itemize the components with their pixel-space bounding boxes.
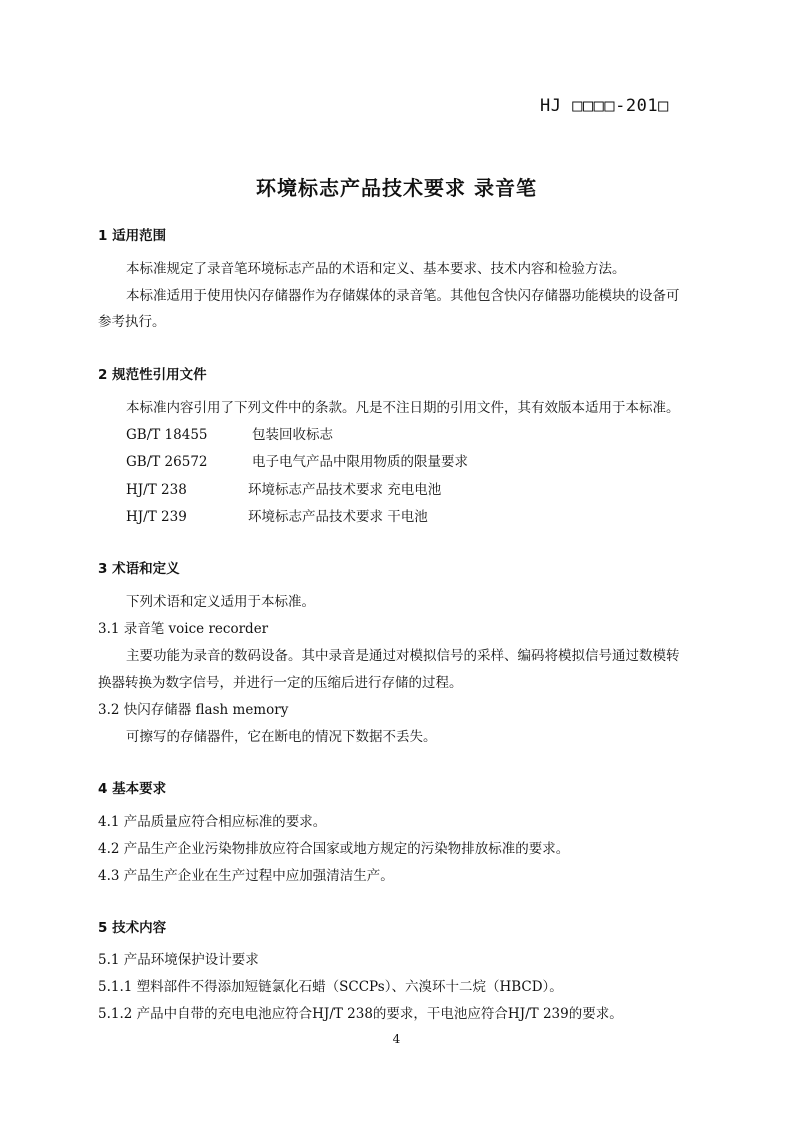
page-number: 4	[392, 1032, 401, 1046]
section-2-intro: 本标准内容引用了下列文件中的条款。凡是不注日期的引用文件，其有效版本适用于本标准。	[126, 400, 680, 416]
term-3-2-definition: 可擦写的存储器件，它在断电的情况下数据不丢失。	[126, 729, 437, 745]
subsection-5-1-heading: 5.1 产品环境保护设计要求	[98, 952, 259, 968]
reference-code: GB/T 18455	[126, 427, 208, 443]
reference-title: 环境标志产品技术要求 充电电池	[248, 482, 442, 498]
term-3-2-heading: 3.2 快闪存储器 flash memory	[98, 702, 289, 718]
term-3-1-definition-line-1: 主要功能为录音的数码设备。其中录音是通过对模拟信号的采样、编码将模拟信号通过数模转	[126, 648, 680, 664]
section-3-heading: 3 术语和定义	[98, 561, 180, 577]
section-1-heading: 1 适用范围	[98, 228, 167, 244]
section-2-heading: 2 规范性引用文件	[98, 367, 207, 383]
section-1-paragraph-1: 本标准规定了录音笔环境标志产品的术语和定义、基本要求、技术内容和检验方法。	[126, 261, 626, 277]
reference-title: 包装回收标志	[252, 427, 333, 443]
technical-item: 5.1.1 塑料部件不得添加短链氯化石蜡（SCCPs）、六溴环十二烷（HBCD）。	[98, 979, 563, 995]
reference-code: GB/T 26572	[126, 454, 208, 470]
document-title: 环境标志产品技术要求 录音笔	[256, 176, 537, 200]
section-3-intro: 下列术语和定义适用于本标准。	[126, 594, 315, 610]
section-1-paragraph-2-line-2: 参考执行。	[98, 314, 166, 330]
standard-number: HJ □□□□-201□	[540, 96, 669, 116]
reference-title: 环境标志产品技术要求 干电池	[248, 509, 428, 525]
term-3-1-definition-line-2: 换器转换为数字信号，并进行一定的压缩后进行存储的过程。	[98, 675, 463, 691]
reference-title: 电子电气产品中限用物质的限量要求	[252, 454, 468, 470]
requirement-item: 4.1 产品质量应符合相应标准的要求。	[98, 814, 327, 830]
reference-code: HJ/T 239	[126, 509, 187, 525]
section-1-paragraph-2-line-1: 本标准适用于使用快闪存储器作为存储媒体的录音笔。其他包含快闪存储器功能模块的设备可	[126, 288, 680, 304]
term-3-1-heading: 3.1 录音笔 voice recorder	[98, 621, 269, 637]
section-5-heading: 5 技术内容	[98, 920, 167, 936]
requirement-item: 4.3 产品生产企业在生产过程中应加强清洁生产。	[98, 868, 394, 884]
technical-item: 5.1.2 产品中自带的充电电池应符合HJ/T 238的要求，干电池应符合HJ/T 239的要求。	[98, 1006, 623, 1022]
section-4-heading: 4 基本要求	[98, 781, 167, 797]
requirement-item: 4.2 产品生产企业污染物排放应符合国家或地方规定的污染物排放标准的要求。	[98, 841, 570, 857]
reference-code: HJ/T 238	[126, 482, 187, 498]
